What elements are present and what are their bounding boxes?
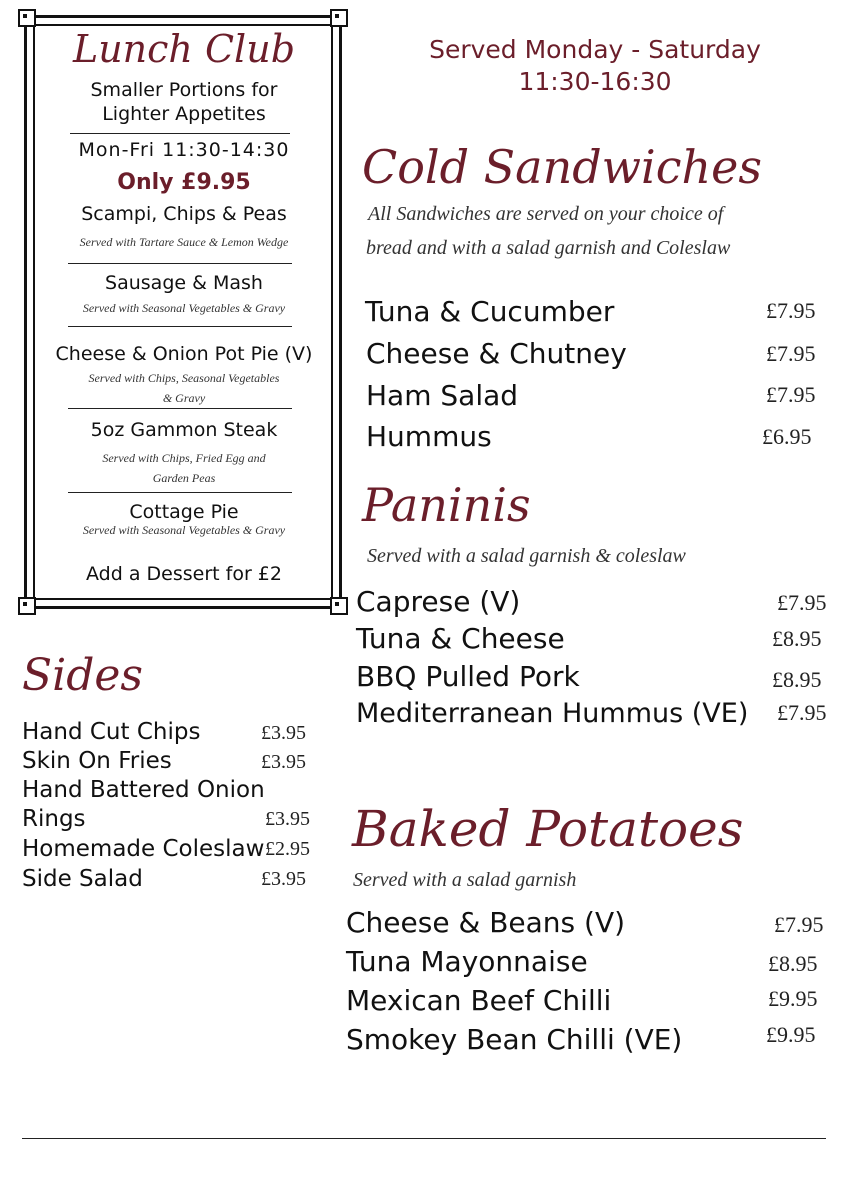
menu-item-name: Mediterranean Hummus (VE) [356, 698, 749, 729]
section-note: Served with a salad garnish [353, 869, 577, 891]
side-item-name: Side Salad [22, 866, 143, 892]
frame-corner-ornament [18, 9, 36, 27]
section-title-baked-potatoes: Baked Potatoes [352, 800, 744, 858]
divider [68, 263, 292, 264]
lunch-item-name: Sausage & Mash [105, 272, 263, 294]
footer-divider [22, 1138, 826, 1139]
lunch-item-desc: Served with Seasonal Vegetables & Gravy [82, 523, 286, 537]
menu-item-price: £8.95 [772, 626, 822, 651]
lunch-item-desc: Garden Peas [152, 471, 216, 485]
lunch-item-name: Cheese & Onion Pot Pie (V) [55, 343, 313, 365]
section-note: bread and with a salad garnish and Coleslaw [366, 237, 731, 259]
menu-item-price: £7.95 [777, 700, 827, 725]
divider [68, 492, 292, 493]
lunch-item-desc: Served with Chips, Fried Egg and [102, 451, 266, 465]
side-item-name: Rings [22, 806, 86, 832]
side-item-price: £3.95 [261, 722, 306, 744]
section-title-sides: Sides [22, 650, 143, 701]
side-item-name: Homemade Coleslaw [22, 836, 265, 862]
section-note: All Sandwiches are served on your choice of [368, 203, 724, 225]
menu-item-name: BBQ Pulled Pork [356, 660, 580, 693]
lunch-item-desc: Served with Tartare Sauce & Lemon Wedge [79, 235, 289, 249]
menu-item-name: Cheese & Beans (V) [346, 906, 626, 939]
lunch-item-desc: & Gravy [162, 391, 206, 405]
served-days: Served Monday - Saturday [429, 35, 761, 64]
divider [68, 408, 292, 409]
lunch-item-desc: Served with Chips, Seasonal Vegetables [88, 371, 280, 385]
divider [68, 326, 292, 327]
menu-item-name: Smokey Bean Chilli (VE) [346, 1023, 683, 1056]
section-title-cold-sandwiches: Cold Sandwiches [362, 140, 762, 194]
side-item-price: £3.95 [261, 751, 306, 773]
menu-item-name: Mexican Beef Chilli [346, 984, 612, 1017]
side-item-name: Skin On Fries [22, 748, 172, 774]
menu-item-name: Tuna Mayonnaise [346, 945, 588, 978]
side-item-name: Hand Cut Chips [22, 719, 201, 745]
lunch-item-name: Cottage Pie [129, 501, 239, 523]
menu-item-price: £9.95 [768, 986, 818, 1011]
side-item-name: Hand Battered Onion [22, 777, 265, 803]
side-item-price: £2.95 [265, 838, 310, 860]
menu-item-price: £7.95 [774, 912, 824, 937]
frame-corner-ornament [330, 597, 348, 615]
menu-item-name: Hummus [366, 420, 492, 453]
lunch-item-name: 5oz Gammon Steak [90, 419, 278, 441]
lunch-club-subtitle: Lighter Appetites [102, 103, 266, 125]
menu-item-name: Cheese & Chutney [366, 337, 627, 370]
section-title-paninis: Paninis [362, 478, 531, 532]
lunch-club-subtitle: Smaller Portions for [90, 79, 278, 101]
menu-item-name: Ham Salad [366, 379, 519, 412]
divider [70, 133, 290, 134]
menu-item-name: Tuna & Cucumber [365, 295, 615, 328]
frame-corner-ornament [330, 9, 348, 27]
menu-item-price: £9.95 [766, 1022, 816, 1047]
menu-item-price: £7.95 [766, 382, 816, 407]
menu-item-name: Caprese (V) [356, 585, 521, 618]
menu-item-name: Tuna & Cheese [356, 622, 565, 655]
menu-item-price: £8.95 [768, 951, 818, 976]
dessert-addon: Add a Dessert for £2 [86, 563, 282, 585]
lunch-item-desc: Served with Seasonal Vegetables & Gravy [82, 301, 286, 315]
frame-corner-ornament [18, 597, 36, 615]
lunch-club-price: Only £9.95 [117, 170, 251, 195]
menu-item-price: £6.95 [762, 424, 812, 449]
lunch-club-hours: Mon-Fri 11:30-14:30 [78, 139, 290, 161]
served-times: 11:30-16:30 [518, 67, 672, 96]
lunch-club-box [24, 15, 342, 609]
section-note: Served with a salad garnish & coleslaw [367, 545, 686, 567]
side-item-price: £3.95 [265, 808, 310, 830]
menu-item-price: £7.95 [777, 590, 827, 615]
lunch-club-title: Lunch Club [72, 27, 296, 71]
served-hours-header [400, 34, 790, 98]
menu-item-price: £7.95 [766, 341, 816, 366]
side-item-price: £3.95 [261, 868, 306, 890]
menu-item-price: £8.95 [772, 667, 822, 692]
lunch-item-name: Scampi, Chips & Peas [81, 203, 287, 225]
menu-item-price: £7.95 [766, 298, 816, 323]
